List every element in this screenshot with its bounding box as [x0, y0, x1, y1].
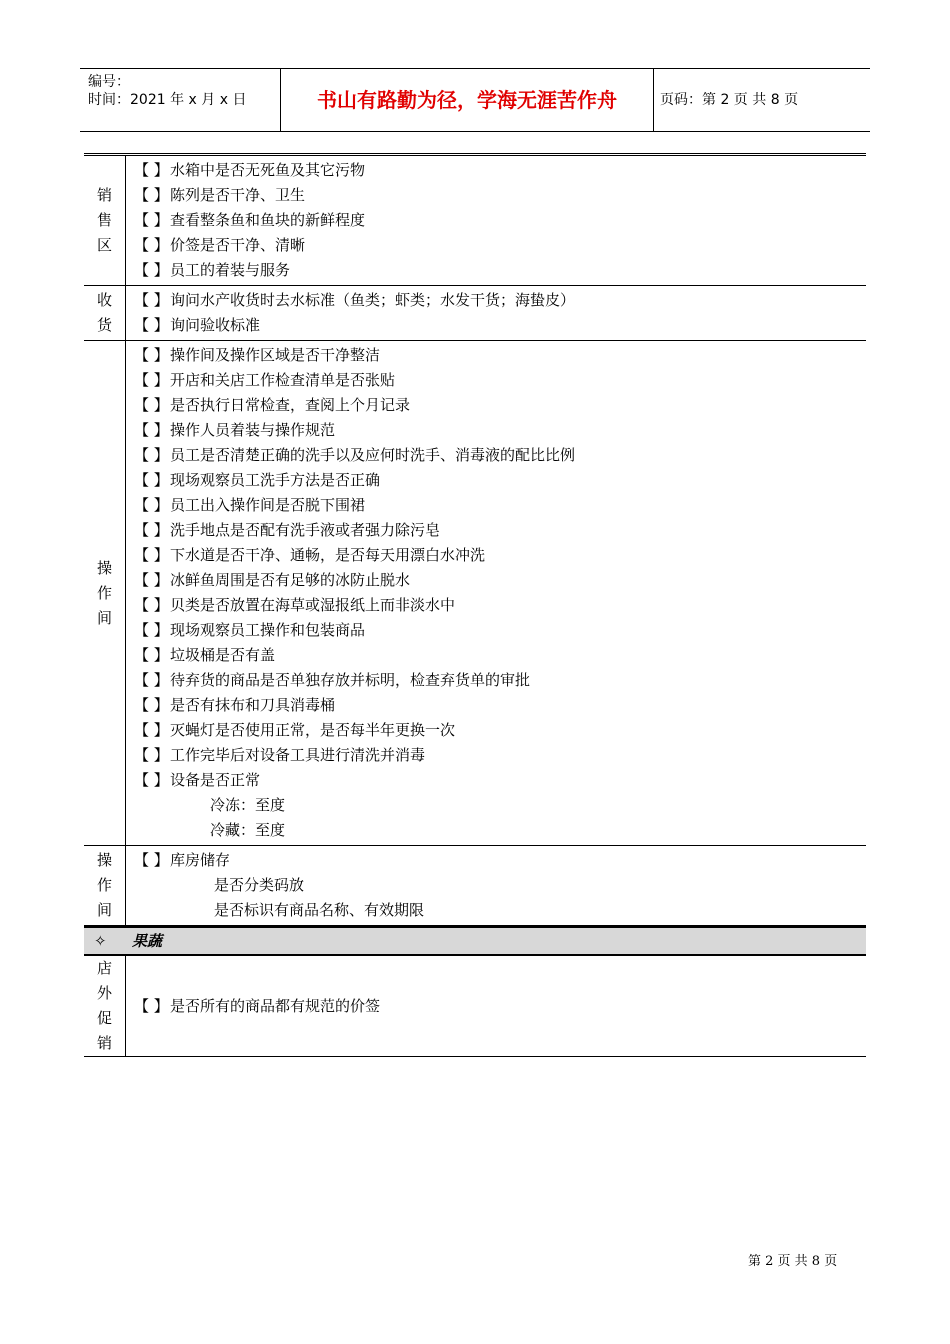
number-label: 编号： [88, 74, 130, 90]
check-item-text: 洗手地点是否配有洗手液或者强力除污皂 [170, 521, 441, 539]
check-item-text: 工作完毕后对设备工具进行清洗并消毒 [170, 746, 426, 764]
page-footer: 第 2 页 共 8 页 [748, 1254, 838, 1269]
page-header [80, 68, 870, 132]
sub-item [134, 898, 866, 923]
check-item [134, 418, 866, 443]
checkbox-bracket[interactable]: 【 】 [134, 186, 169, 204]
label-char: 操 [96, 558, 112, 577]
checkbox-bracket[interactable]: 【 】 [134, 316, 169, 334]
check-item [134, 288, 866, 313]
section-label [84, 341, 126, 845]
check-item-text: 操作人员着装与操作规范 [170, 421, 336, 439]
section-sales [84, 156, 866, 286]
check-item-text: 查看整条鱼和鱼块的新鲜程度 [170, 211, 366, 229]
section-label [84, 956, 126, 1056]
check-item-text: 操作间及操作区域是否干净整洁 [170, 346, 381, 364]
label-char: 间 [96, 608, 112, 627]
check-item [134, 313, 866, 338]
time-label: 时间：2021 年 x 月 x 日 [88, 92, 247, 108]
header-page-label: 页码：第 2 页 共 8 页 [660, 92, 799, 108]
check-item-text: 价签是否干净、清晰 [170, 236, 306, 254]
checkbox-bracket[interactable]: 【 】 [134, 161, 169, 179]
check-item [134, 668, 866, 693]
label-char: 销 [96, 1034, 112, 1052]
label-char: 收 [96, 291, 112, 309]
checkbox-bracket[interactable]: 【 】 [134, 521, 169, 539]
sub-item-text: 是否标识有商品名称、有效期限 [214, 901, 425, 919]
section-label [84, 156, 126, 285]
check-item-text: 陈列是否干净、卫生 [170, 186, 306, 204]
check-item [134, 743, 866, 768]
section-operation [84, 341, 866, 846]
check-item-text: 询问水产收货时去水标准（鱼类；虾类；水发干货；海蛰皮） [170, 291, 576, 309]
checkbox-bracket[interactable]: 【 】 [134, 646, 169, 664]
label-char: 作 [96, 583, 112, 602]
section-label [84, 286, 126, 340]
label-char: 销 [96, 186, 112, 204]
check-item [134, 718, 866, 743]
check-item [134, 343, 866, 368]
section-receiving [84, 286, 866, 341]
check-item [134, 368, 866, 393]
checkbox-bracket[interactable]: 【 】 [134, 851, 169, 869]
label-char: 店 [96, 959, 112, 977]
check-item [134, 568, 866, 593]
check-item [134, 393, 866, 418]
check-item-text: 贝类是否放置在海草或湿报纸上而非淡水中 [170, 596, 456, 614]
check-item-text: 员工的着装与服务 [170, 261, 291, 279]
header-motto: 书山有路勤为径，学海无涯苦作舟 [281, 69, 654, 131]
check-item [134, 443, 866, 468]
section-promo [84, 956, 866, 1057]
checkbox-bracket[interactable]: 【 】 [134, 421, 169, 439]
check-item-text: 设备是否正常 [170, 771, 261, 789]
check-item [134, 543, 866, 568]
checkbox-bracket[interactable]: 【 】 [134, 261, 169, 279]
checkbox-bracket[interactable]: 【 】 [134, 771, 169, 789]
sub-item [134, 793, 866, 818]
check-item-text: 垃圾桶是否有盖 [170, 646, 276, 664]
header-meta [80, 69, 281, 131]
check-item-text: 员工是否清楚正确的洗手以及应何时洗手、消毒液的配比比例 [170, 446, 576, 464]
check-item [134, 183, 866, 208]
check-item-text: 是否所有的商品都有规范的价签 [170, 996, 381, 1015]
label-char: 操 [96, 851, 112, 869]
checkbox-bracket[interactable]: 【 】 [134, 546, 169, 564]
checkbox-bracket[interactable]: 【 】 [134, 571, 169, 589]
label-char: 售 [96, 211, 112, 229]
check-item-text: 水箱中是否无死鱼及其它污物 [170, 161, 366, 179]
check-item-text: 待弃货的商品是否单独存放并标明，检查弃货单的审批 [170, 671, 531, 689]
checkbox-bracket[interactable]: 【 】 [134, 291, 169, 309]
checkbox-bracket[interactable]: 【 】 [134, 596, 169, 614]
check-item [134, 233, 866, 258]
check-item [134, 493, 866, 518]
sub-item-text: 冷藏：至度 [210, 821, 286, 839]
check-item-text: 灭蝇灯是否使用正常，是否每半年更换一次 [170, 721, 456, 739]
checkbox-bracket[interactable]: 【 】 [134, 671, 169, 689]
label-char: 间 [96, 901, 112, 919]
label-char: 区 [96, 236, 112, 254]
check-item-text: 是否有抹布和刀具消毒桶 [170, 696, 336, 714]
sub-item-text: 是否分类码放 [214, 876, 305, 894]
check-item [134, 848, 866, 873]
checkbox-bracket[interactable]: 【 】 [134, 746, 169, 764]
checkbox-bracket[interactable]: 【 】 [134, 211, 169, 229]
check-item-text: 开店和关店工作检查清单是否张贴 [170, 371, 396, 389]
check-item-text: 下水道是否干净、通畅，是否每天用漂白水冲洗 [170, 546, 486, 564]
checkbox-bracket[interactable]: 【 】 [134, 346, 169, 364]
check-item-text: 冰鲜鱼周围是否有足够的冰防止脱水 [170, 571, 411, 589]
check-item [134, 768, 866, 793]
checkbox-bracket[interactable]: 【 】 [134, 996, 169, 1015]
check-item [134, 468, 866, 493]
banner-title: 果蔬 [132, 932, 163, 950]
check-item-text: 是否执行日常检查，查阅上个月记录 [170, 396, 411, 414]
check-item [134, 208, 866, 233]
check-item [134, 643, 866, 668]
checkbox-bracket[interactable]: 【 】 [134, 396, 169, 414]
label-char: 外 [96, 984, 112, 1002]
section-banner-produce [84, 926, 866, 956]
checkbox-bracket[interactable]: 【 】 [134, 446, 169, 464]
checkbox-bracket[interactable]: 【 】 [134, 236, 169, 254]
check-item [134, 258, 866, 283]
check-item [134, 618, 866, 643]
label-char: 促 [96, 1009, 112, 1027]
check-item-text: 现场观察员工操作和包装商品 [170, 621, 366, 639]
label-char: 作 [96, 876, 112, 894]
sub-item [134, 873, 866, 898]
check-item-text: 现场观察员工洗手方法是否正确 [170, 471, 381, 489]
label-char: 货 [96, 316, 112, 334]
sub-item-text: 冷冻：至度 [210, 796, 286, 814]
checklist-table [84, 153, 866, 1057]
checkbox-bracket[interactable]: 【 】 [134, 696, 169, 714]
check-item [134, 994, 380, 1019]
check-item [134, 518, 866, 543]
check-item [134, 593, 866, 618]
section-storage [84, 846, 866, 926]
check-item-text: 库房储存 [170, 851, 231, 869]
check-item [134, 693, 866, 718]
checkbox-bracket[interactable]: 【 】 [134, 721, 169, 739]
checkbox-bracket[interactable]: 【 】 [134, 371, 169, 389]
checkbox-bracket[interactable]: 【 】 [134, 621, 169, 639]
check-item-text: 员工出入操作间是否脱下围裙 [170, 496, 366, 514]
diamond-icon: ✧ [94, 932, 107, 950]
sub-item [134, 818, 866, 843]
checkbox-bracket[interactable]: 【 】 [134, 471, 169, 489]
checkbox-bracket[interactable]: 【 】 [134, 496, 169, 514]
check-item [134, 158, 866, 183]
check-item-text: 询问验收标准 [170, 316, 261, 334]
section-label [84, 846, 126, 925]
